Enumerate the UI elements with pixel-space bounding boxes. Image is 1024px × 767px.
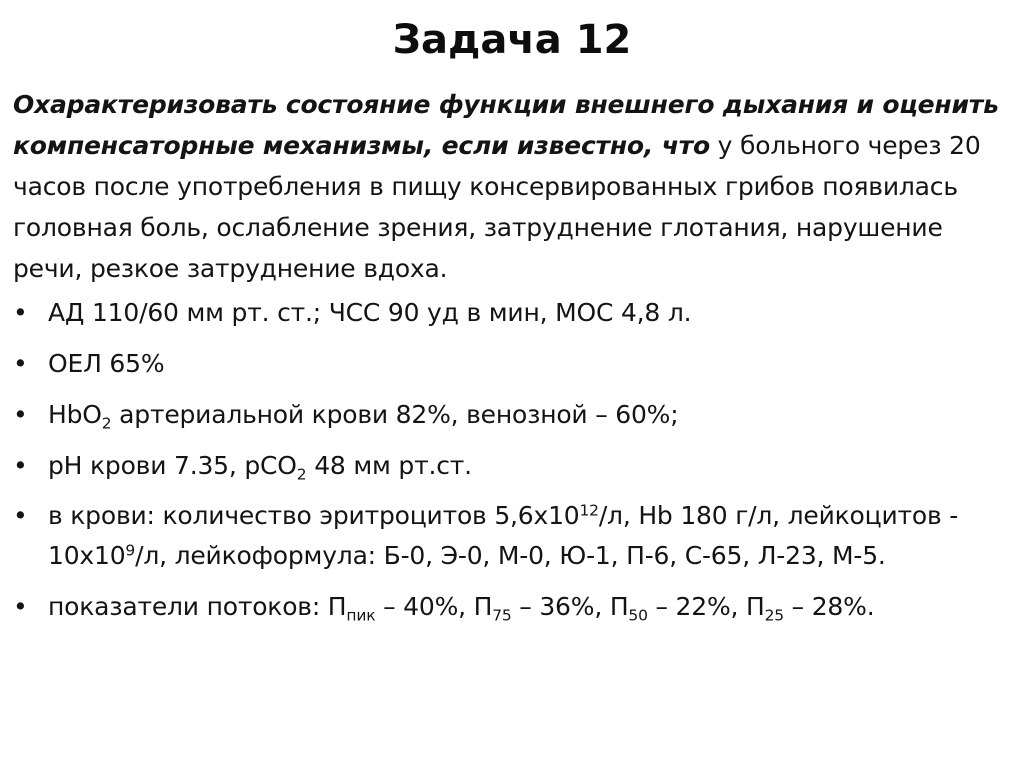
finding-text: ОЕЛ 65% — [48, 349, 165, 378]
finding-blood-ph — [13, 445, 1013, 486]
finding-text: – 22%, П — [647, 592, 765, 621]
bullet-marker: • — [13, 501, 28, 530]
bullet-marker: • — [13, 592, 28, 621]
task-description — [13, 84, 1013, 289]
finding-flow-rates — [13, 586, 1013, 627]
finding-text: pH крови 7.35, pCO — [48, 451, 297, 480]
finding-text: – 40%, П — [375, 592, 493, 621]
superscript: 12 — [579, 501, 599, 520]
subscript: 2 — [101, 414, 112, 433]
subscript: пик — [346, 606, 376, 625]
superscript: 9 — [125, 541, 136, 560]
finding-text: АД 110/60 мм рт. ст.; ЧСС 90 уд в мин, МОС 4,8 л. — [48, 298, 692, 327]
subscript: 25 — [764, 606, 784, 625]
bullet-marker: • — [13, 349, 28, 378]
subscript: 50 — [628, 606, 648, 625]
bullet-marker: • — [13, 451, 28, 480]
finding-oxyhemoglobin — [13, 394, 1013, 435]
task-description-text: у больного через 20 часов после употребления в пищу консервированных грибов появилась головная боль, ослабление зрения, затруднение глотания, нарушение речи, резкое затруднение вдоха. — [13, 131, 981, 283]
findings-list — [13, 292, 1013, 637]
finding-text: 48 мм рт.ст. — [306, 451, 472, 480]
finding-text: в крови: количество эритроцитов 5,6х10 — [48, 501, 580, 530]
finding-blood-count — [13, 496, 1013, 576]
finding-text: артериальной крови 82%, венозной – 60%; — [111, 400, 679, 429]
finding-total-lung-capacity — [13, 343, 1013, 384]
subscript: 2 — [296, 465, 307, 484]
slide-title: Задача 12 — [392, 17, 632, 63]
finding-text: /л, лейкоформула: Б-0, Э-0, М-0, Ю-1, П-6, С-65, Л-23, М-5. — [135, 541, 886, 570]
subscript: 75 — [492, 606, 512, 625]
finding-text: – 36%, П — [511, 592, 629, 621]
bullet-marker: • — [13, 400, 28, 429]
task-description-emphasis: Охарактеризовать состояние функции внешнего дыхания и оценить компенсаторные механизмы, если известно, что — [13, 90, 999, 160]
finding-text: показатели потоков: П — [48, 592, 347, 621]
finding-text: /л, Hb 180 г/л, лейкоцитов - 10х10 — [48, 501, 959, 570]
bullet-marker: • — [13, 298, 28, 327]
finding-text: – 28%. — [783, 592, 875, 621]
finding-text: HbO — [48, 400, 102, 429]
finding-blood-pressure — [13, 292, 1013, 333]
